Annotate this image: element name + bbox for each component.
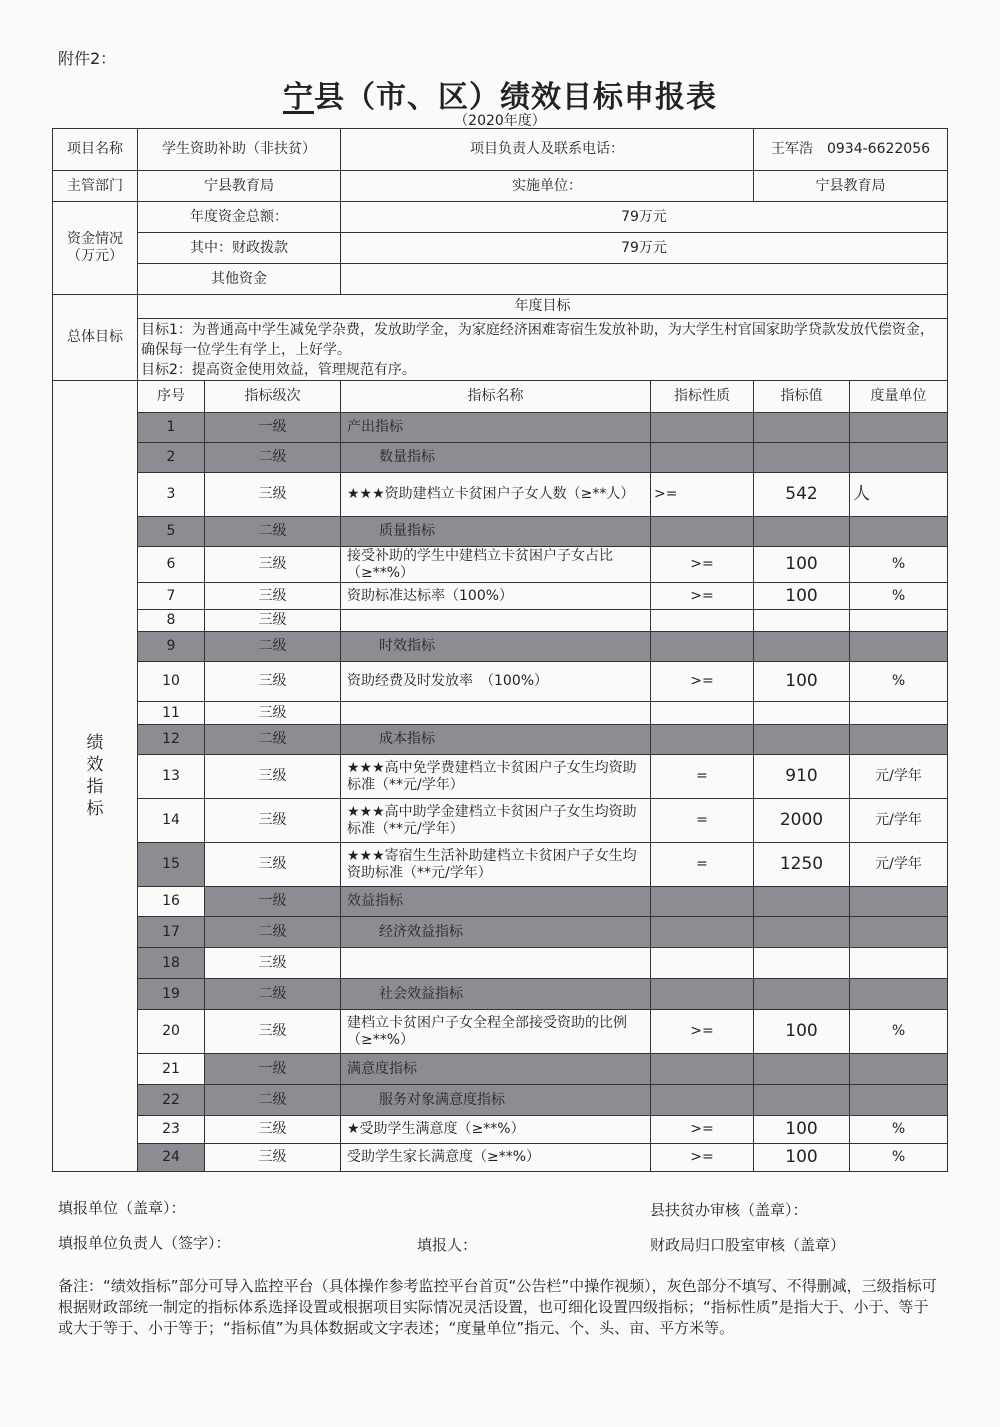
funds-fiscal-label: 其中：财政拨款 [138,233,341,264]
indicator-name [341,702,651,725]
indicator-name: 满意度指标 [341,1054,651,1085]
indicator-unit: 元/学年 [850,799,948,843]
indicator-row [53,610,948,632]
poverty-office-label: 县扶贫办审核（盖章）： [650,1201,808,1219]
indicator-unit [850,725,948,755]
indicator-name [341,948,651,979]
indicator-value [754,1054,850,1085]
indicator-name: 经济效益指标 [341,917,651,948]
indicator-level: 三级 [205,610,341,632]
indicator-level: 二级 [205,632,341,662]
indicator-no: 15 [138,843,205,887]
indicator-row [53,725,948,755]
indicator-nature [651,443,754,473]
remarks-note: 备注：“绩效指标”部分可导入监控平台（具体操作参考监控平台首页“公告栏”中操作视频），灰色部分不填写、不得删减，三级指标可根据财政部统一制定的指标体系选择设置或根据项目实际情况灵活设置，也可细化设置四级指标；“指标性质”是指大于、小于、等于或大于等于、小于等于；“指标值”为具体数据或文字表述；“度量单位”指元、个、头、亩、平方米等。 [58,1277,937,1337]
col-header-unit: 度量单位 [850,381,948,413]
indicator-unit [850,917,948,948]
indicator-row [53,632,948,662]
indicator-row [53,1054,948,1085]
indicator-level: 一级 [205,1054,341,1085]
indicator-no: 8 [138,610,205,632]
perf-label: 绩效指标 [53,381,138,1172]
indicator-unit: % [850,1116,948,1144]
indicator-level: 二级 [205,517,341,547]
indicator-nature [651,632,754,662]
indicator-value [754,610,850,632]
fill-unit-label: 填报单位（盖章）： [58,1199,186,1217]
funds-label: 资金情况（万元） [53,202,138,295]
indicator-name: 资助标准达标率（100%） [341,583,651,610]
col-header-value: 指标值 [754,381,850,413]
year-label: （2020年度） [454,113,546,129]
indicator-row [53,1010,948,1054]
indicator-value: 910 [754,755,850,799]
indicator-row [53,948,948,979]
indicator-name: 效益指标 [341,887,651,917]
indicator-nature [651,702,754,725]
indicator-row [53,755,948,799]
indicator-name: ★★★寄宿生生活补助建档立卡贫困户子女生均资助标准（**元/学年） [341,843,651,887]
indicator-no: 1 [138,413,205,443]
indicator-nature: >= [651,1116,754,1144]
col-header-level: 指标级次 [205,381,341,413]
indicator-name: 社会效益指标 [341,979,651,1010]
indicator-nature: >= [651,583,754,610]
indicator-unit: 元/学年 [850,755,948,799]
indicator-value [754,1085,850,1116]
indicator-no: 24 [138,1144,205,1172]
goal-text-2: 目标2：提高资金使用效益，管理规范有序。 [141,361,416,378]
indicator-value: 100 [754,1116,850,1144]
indicator-level: 二级 [205,725,341,755]
indicator-value [754,979,850,1010]
indicator-nature [651,979,754,1010]
leader-label: 项目负责人及联系电话： [341,129,754,171]
indicator-no: 12 [138,725,205,755]
indicator-unit: 元/学年 [850,843,948,887]
indicator-nature: >= [651,473,754,517]
funds-other [341,264,948,295]
indicator-nature [651,948,754,979]
indicator-nature: = [651,843,754,887]
indicator-value [754,632,850,662]
indicator-name: ★★★高中助学金建档立卡贫困户子女生均资助标准（**元/学年） [341,799,651,843]
project-name-label: 项目名称 [53,129,138,171]
indicator-row [53,547,948,583]
indicator-level: 三级 [205,755,341,799]
indicator-row [53,979,948,1010]
indicator-no: 3 [138,473,205,517]
indicator-row [53,473,948,517]
indicator-unit: % [850,583,948,610]
indicator-value [754,702,850,725]
indicator-value [754,948,850,979]
indicator-name: 服务对象满意度指标 [341,1085,651,1116]
indicator-unit: % [850,1144,948,1172]
goal-label: 总体目标 [53,295,138,381]
indicator-level: 三级 [205,1144,341,1172]
col-header-name: 指标名称 [341,381,651,413]
indicator-unit [850,1085,948,1116]
indicator-name: ★受助学生满意度（≥**%） [341,1116,651,1144]
indicator-level: 二级 [205,979,341,1010]
indicator-no: 6 [138,547,205,583]
indicator-unit [850,887,948,917]
indicator-value [754,413,850,443]
indicator-value: 100 [754,583,850,610]
indicator-no: 2 [138,443,205,473]
indicator-level: 三级 [205,662,341,702]
indicator-nature: = [651,755,754,799]
indicator-no: 22 [138,1085,205,1116]
indicator-level: 三级 [205,799,341,843]
indicator-unit: % [850,662,948,702]
indicator-unit [850,948,948,979]
indicator-no: 9 [138,632,205,662]
indicator-nature [651,725,754,755]
indicator-value: 542 [754,473,850,517]
indicator-value: 100 [754,1144,850,1172]
indicator-nature [651,1085,754,1116]
indicator-nature: >= [651,547,754,583]
indicator-nature [651,517,754,547]
indicator-no: 23 [138,1116,205,1144]
indicator-unit [850,443,948,473]
indicator-row [53,517,948,547]
indicator-name: ★★★高中免学费建档立卡贫困户子女生均资助标准（**元/学年） [341,755,651,799]
indicator-nature [651,610,754,632]
unit-leader-label: 填报单位负责人（签字）： [58,1234,231,1252]
title-county: 宁 [283,80,314,115]
indicator-row [53,443,948,473]
indicator-name: 时效指标 [341,632,651,662]
indicator-name: 产出指标 [341,413,651,443]
indicator-level: 二级 [205,917,341,948]
impl-value: 宁县教育局 [754,171,948,202]
indicator-level: 三级 [205,1010,341,1054]
indicator-nature [651,917,754,948]
title-rest: 县（市、区）绩效目标申报表 [314,80,717,115]
indicator-name: 受助学生家长满意度（≥**%） [341,1144,651,1172]
indicator-level: 二级 [205,1085,341,1116]
indicator-no: 19 [138,979,205,1010]
indicator-unit [850,413,948,443]
attachment-label: 附件2： [58,49,117,68]
indicator-value [754,443,850,473]
filler-label: 填报人： [417,1236,478,1254]
project-name: 学生资助补助（非扶贫） [138,129,341,171]
indicator-row [53,843,948,887]
indicator-unit [850,1054,948,1085]
indicator-row [53,702,948,725]
indicator-value: 100 [754,662,850,702]
indicator-no: 20 [138,1010,205,1054]
indicator-row [53,887,948,917]
indicator-row [53,799,948,843]
indicator-level: 二级 [205,443,341,473]
indicator-unit: % [850,547,948,583]
indicator-no: 14 [138,799,205,843]
indicator-name: 数量指标 [341,443,651,473]
indicator-level: 三级 [205,702,341,725]
indicator-level: 一级 [205,887,341,917]
indicator-name [341,610,651,632]
col-header-no: 序号 [138,381,205,413]
indicator-unit [850,632,948,662]
indicator-row [53,1144,948,1172]
goal-header: 年度目标 [138,295,948,319]
indicator-row [53,1085,948,1116]
impl-label: 实施单位： [341,171,754,202]
indicator-level: 三级 [205,1116,341,1144]
dept-value: 宁县教育局 [138,171,341,202]
indicator-value: 1250 [754,843,850,887]
finance-office-label: 财政局归口股室审核（盖章） [650,1236,846,1254]
indicator-value [754,887,850,917]
indicator-value: 100 [754,1010,850,1054]
funds-total-label: 年度资金总额： [138,202,341,233]
indicator-nature [651,887,754,917]
indicator-no: 11 [138,702,205,725]
indicator-no: 5 [138,517,205,547]
indicator-nature [651,413,754,443]
indicator-row [53,662,948,702]
indicator-name: 建档立卡贫困户子女全程全部接受资助的比例（≥**%） [341,1010,651,1054]
funds-fiscal: 79万元 [341,233,948,264]
col-header-nature: 指标性质 [651,381,754,413]
funds-other-label: 其他资金 [138,264,341,295]
indicator-level: 三级 [205,547,341,583]
dept-label: 主管部门 [53,171,138,202]
indicator-value: 100 [754,547,850,583]
indicator-name: 资助经费及时发放率 （100%） [341,662,651,702]
indicator-no: 7 [138,583,205,610]
indicator-no: 10 [138,662,205,702]
indicator-row [53,917,948,948]
indicator-nature: >= [651,1144,754,1172]
performance-form [52,128,948,1172]
indicator-value [754,725,850,755]
indicator-row [53,583,948,610]
indicator-unit [850,702,948,725]
indicator-level: 三级 [205,948,341,979]
indicator-value [754,917,850,948]
indicator-no: 21 [138,1054,205,1085]
indicator-level: 三级 [205,843,341,887]
indicator-nature: = [651,799,754,843]
indicator-value: 2000 [754,799,850,843]
goal-text [138,319,948,381]
indicator-no: 13 [138,755,205,799]
indicator-name: 接受补助的学生中建档立卡贫困户子女占比（≥**%） [341,547,651,583]
indicator-no: 16 [138,887,205,917]
indicator-name: ★★★资助建档立卡贫困户子女人数（≥**人） [341,473,651,517]
indicator-row [53,413,948,443]
indicator-unit: 人 [850,473,948,517]
indicator-nature: >= [651,1010,754,1054]
indicator-name: 质量指标 [341,517,651,547]
indicator-unit: % [850,1010,948,1054]
funds-total: 79万元 [341,202,948,233]
indicator-level: 一级 [205,413,341,443]
indicator-unit [850,979,948,1010]
indicator-level: 三级 [205,583,341,610]
indicator-nature: >= [651,662,754,702]
goal-text-1: 目标1：为普通高中学生减免学杂费，发放助学金，为家庭经济困难寄宿生发放补助，为大学生村官国家助学贷款发放代偿资金，确保每一位学生有学上，上好学。 [141,321,934,358]
indicator-no: 18 [138,948,205,979]
leader-contact: 王军浩 0934-6622056 [754,129,948,171]
indicator-unit [850,610,948,632]
indicator-nature [651,1054,754,1085]
indicator-row [53,1116,948,1144]
indicator-value [754,517,850,547]
indicator-no: 17 [138,917,205,948]
indicator-name: 成本指标 [341,725,651,755]
indicator-unit [850,517,948,547]
indicator-level: 三级 [205,473,341,517]
